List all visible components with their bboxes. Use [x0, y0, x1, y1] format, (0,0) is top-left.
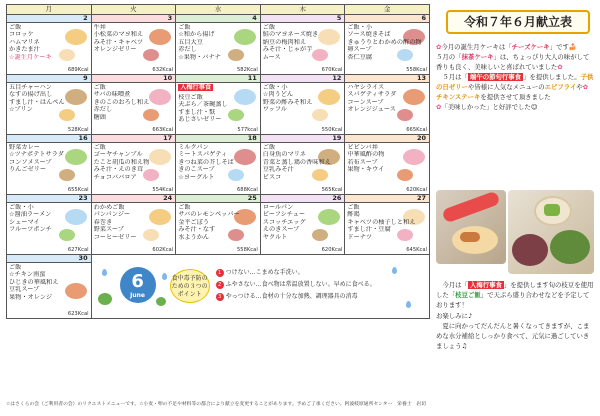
menu-item: ビーフシチュー — [262, 211, 306, 219]
menu-item: サバのレモンペッパー — [178, 211, 240, 219]
menu-list — [9, 84, 89, 114]
menu-item: オレンジゼリー — [93, 46, 137, 54]
date-cell: 3 — [91, 15, 176, 23]
menu-list — [347, 84, 427, 114]
menu-cell — [345, 83, 430, 135]
menu-cell — [345, 23, 430, 75]
menu-item: ご飯・小 — [347, 24, 373, 31]
menu-item: 赤だし — [178, 46, 197, 54]
menu-list — [263, 204, 343, 241]
kcal-label: 602Kcal — [152, 247, 174, 253]
menu-item: りんごゼリー — [9, 166, 47, 174]
menu-item: ご飯 — [9, 24, 22, 31]
kcal-label: 554Kcal — [152, 187, 174, 193]
menu-item: ☆プリン — [9, 106, 33, 114]
tip-number: 2 — [216, 281, 224, 289]
menu-item: ☆チキン南蛮 — [9, 271, 46, 279]
tip-text: ふやさない…食べ物は常温放置しない。早めに食べる。 — [225, 280, 376, 288]
date-cell: 5 — [260, 15, 345, 23]
badge-number: 6 — [131, 270, 144, 292]
menu-item: 野菜カレー — [9, 144, 40, 151]
kcal-label: 632Kcal — [152, 67, 174, 73]
tip-item — [216, 279, 376, 291]
kcal-label: 565Kcal — [321, 187, 343, 193]
date-cell: 6 — [345, 15, 430, 23]
kcal-label: 627Kcal — [67, 247, 89, 253]
menu-item: フルーツポンチ — [9, 226, 52, 234]
menu-item: キャベツの柚子しと和え — [347, 218, 416, 226]
kcal-label: 528Kcal — [67, 127, 89, 133]
tips-title: 食中毒予防のための３つのポイント — [170, 269, 210, 303]
menu-cell — [345, 143, 430, 195]
menu-item: 酢鶏 — [347, 211, 360, 219]
info-panel — [434, 4, 596, 394]
tip-number: 3 — [216, 293, 224, 301]
p5-a: 今月は「 — [442, 281, 468, 289]
menu-item: ドーナツ — [347, 233, 373, 241]
dow-mon: 月 — [7, 5, 92, 15]
menu-item: ゴーヤチャンプル — [93, 151, 143, 159]
kcal-label: 670Kcal — [321, 67, 343, 73]
date-cell: 9 — [7, 75, 92, 83]
menu-item: ご飯 — [9, 264, 22, 271]
menu-item: ご飯 — [93, 84, 106, 91]
may-event-name: 端午の節句行事食 — [469, 73, 522, 81]
menu-list — [9, 204, 89, 234]
date-cell: 25 — [176, 195, 261, 203]
p4: 「美味しかった」と好評でした — [441, 103, 531, 111]
dow-tue: 火 — [91, 5, 176, 15]
date-cell: 12 — [260, 75, 345, 83]
menu-item: ハムマリネ — [9, 38, 40, 46]
p3-b: 」を提供しました。 — [523, 73, 581, 81]
menu-item: 天ぷら／茶碗蒸し — [178, 101, 228, 109]
p3-d: や皆様に人気なメニューの — [467, 83, 545, 91]
menu-cell — [7, 263, 92, 319]
ebi-fry: エビフライ — [544, 83, 577, 91]
dow-thu: 木 — [260, 5, 345, 15]
menu-item: ☆ツナポテトサラダ — [9, 151, 64, 159]
menu-cell — [91, 143, 176, 195]
p6: お楽しみに — [436, 311, 468, 320]
menu-item: ムース — [262, 53, 281, 61]
menu-cell — [176, 83, 261, 135]
menu-item: チョコババロア — [93, 173, 137, 181]
menu-item: 豆乳みそ汁 — [262, 166, 294, 174]
date-cell: 18 — [176, 135, 261, 143]
menu-item: 牛丼 — [93, 24, 106, 31]
menu-item: 枝豆ご飯 — [178, 93, 203, 101]
date-cell: 17 — [91, 135, 176, 143]
footer-note: ☆はさくらの会（ご利用者の会）のリクエストメニューです。☆小麦・卵の不足や材料等の都合により献立を変更することがあります。予めご了承ください。阿波岐原通所センター 栄養士 岩切 — [6, 402, 426, 407]
menu-list — [263, 24, 343, 61]
menu-item: コンソメスープ — [9, 158, 52, 166]
chicken-steak: チキンステーキ — [436, 93, 481, 101]
menu-list — [347, 24, 427, 61]
menu-item: ビビンバ丼 — [347, 144, 378, 151]
menu-item: 果物・オレンジ — [9, 293, 53, 301]
menu-list — [263, 84, 343, 114]
menu-item: ロールパン — [262, 204, 294, 211]
menu-item: ソース焼きそば — [347, 31, 391, 39]
menu-item: ヤクルト — [262, 233, 288, 241]
june-cake-name: チーズケーキ — [511, 43, 550, 51]
kcal-label: 665Kcal — [406, 127, 427, 133]
menu-item: ☆誕生月ケーキ — [9, 53, 52, 61]
menu-item: きゅうりとわかめの酢の物 — [347, 38, 422, 46]
date-cell: 13 — [345, 75, 430, 83]
p3-a: ５月は「 — [442, 73, 468, 81]
music-icon: ♪ — [467, 311, 473, 320]
menu-item: ご飯 — [262, 144, 276, 151]
musical-note-icon: ♫ — [461, 342, 468, 351]
menu-item: 野菜の酢みそ和え — [262, 98, 313, 106]
menu-cell — [91, 23, 176, 75]
date-cell: 2 — [7, 15, 92, 23]
menu-list — [178, 144, 258, 181]
kcal-label: 550Kcal — [321, 127, 343, 133]
june-badge — [120, 267, 156, 303]
menu-item: コロッケ — [9, 31, 34, 39]
menu-item: みそ汁・なす — [178, 226, 216, 234]
tip-text: つけない…こまめな手洗い。 — [225, 268, 304, 276]
dow-wed: 水 — [176, 5, 261, 15]
menu-cell — [176, 203, 261, 255]
badge-month: June — [130, 291, 146, 299]
menu-item: 糖頭 — [93, 113, 106, 121]
menu-list — [347, 204, 427, 241]
menu-item: すまし汁・豆腐 — [347, 226, 391, 234]
menu-item: 水ようかん — [178, 233, 210, 241]
date-cell: 27 — [345, 195, 430, 203]
menu-item: ご飯 — [93, 144, 106, 151]
menu-calendar — [6, 4, 430, 319]
food-photo-meal — [508, 190, 594, 274]
p3-f: や — [576, 83, 583, 91]
menu-cell — [7, 203, 92, 255]
frog-icon — [98, 293, 112, 305]
kcal-label: 620Kcal — [321, 247, 343, 253]
p2-a: ５月の「 — [436, 53, 462, 61]
menu-item: ひじきの華風和え — [9, 278, 59, 286]
menu-list — [178, 24, 258, 61]
tips-list — [216, 267, 376, 303]
menu-item: ☆肉うどん — [262, 91, 294, 99]
menu-item: かきたま汁 — [9, 46, 40, 54]
p7: 夏に向かってだんだんと暑くなってきますが、こまめな水分補給としっかり食べて、元気に過ごしていきましょう — [436, 321, 590, 351]
menu-item: スコッチエッグ — [262, 218, 306, 226]
date-cell: 4 — [176, 15, 261, 23]
date-cell: 16 — [7, 135, 92, 143]
menu-item: ビスコ — [262, 173, 282, 181]
p2-b: 」は、ちょっぴり大人の味がして香りも良く、美味しいと喜ばれていました — [436, 53, 590, 71]
food-safety-cell — [91, 263, 429, 319]
tip-item — [216, 291, 376, 303]
menu-cell — [7, 143, 92, 195]
kcal-label: 655Kcal — [67, 187, 89, 193]
menu-item: 金平ごぼう — [178, 218, 210, 226]
menu-item: すまし汁・はんぺん — [9, 98, 65, 106]
kcal-label: 582Kcal — [237, 67, 258, 73]
menu-item: ご飯 — [178, 204, 191, 211]
menu-item: 青菜と蒸し鶏の香味和え — [262, 158, 331, 166]
menu-cell — [260, 143, 345, 195]
birthday-cake-notice — [436, 42, 594, 112]
june-event-name: 入梅行事食 — [469, 281, 502, 289]
menu-item: 白身魚のマリネ — [262, 151, 306, 159]
kcal-label: 663Kcal — [152, 127, 174, 133]
menu-item: サバの味噌煮 — [93, 91, 131, 99]
flower-icon: ✿ — [436, 103, 442, 111]
menu-item: ご飯・小 — [9, 204, 34, 211]
kcal-label: 577kcal — [237, 127, 258, 133]
menu-list — [94, 84, 174, 121]
menu-list — [94, 24, 174, 54]
page-title: 令和７年６月献立表 — [446, 10, 590, 34]
menu-cell — [260, 203, 345, 255]
raindrop-icon — [392, 267, 397, 274]
raindrop-icon — [162, 273, 167, 280]
menu-item: ご飯 — [178, 24, 191, 31]
kcal-label: 689Kcal — [67, 67, 89, 73]
p1-b: 」です — [549, 43, 569, 51]
raindrop-icon — [406, 301, 411, 308]
menu-item: パンパンジー — [93, 211, 131, 219]
menu-cell — [176, 23, 261, 75]
menu-item: ご飯・小 — [262, 84, 288, 91]
menu-item: コーヒーゼリー — [93, 233, 137, 241]
menu-item: えのきスープ — [262, 226, 300, 234]
tip-text: やっつける…食材の十分な加熱、調理器具の消毒 — [225, 292, 358, 300]
menu-cell — [7, 23, 92, 75]
food-photo-carp — [436, 190, 506, 264]
menu-item: なすの揚げ出し — [9, 91, 53, 99]
menu-item: すまし汁・麩 — [178, 108, 216, 116]
kcal-label: 558Kcal — [237, 247, 258, 253]
tip-item — [216, 267, 376, 279]
menu-cell — [7, 83, 92, 135]
menu-cell — [260, 83, 345, 135]
menu-item: 納豆の梅肉和え — [262, 38, 307, 46]
menu-item: 果物・キウイ — [347, 166, 385, 174]
menu-item: 赤だし — [93, 106, 113, 114]
menu-cell — [91, 203, 176, 255]
p1-a: 今月の誕生月ケーキは「 — [441, 43, 512, 51]
p5-c: 」で天ぷら盛り合わせなどを予定しております！ — [436, 291, 590, 310]
blank-date-cell — [91, 255, 429, 263]
menu-item: 鮭のマヨネーズ焼き — [262, 31, 319, 39]
june-event-notice — [436, 280, 594, 351]
menu-item: みそ汁・じゃが芋 — [262, 46, 313, 54]
menu-item: あじさいゼリー — [178, 116, 222, 124]
menu-list — [94, 144, 174, 181]
edamame-rice: 枝豆ご飯 — [455, 291, 481, 300]
may-cake-name: 抹茶ケーキ — [461, 53, 494, 61]
menu-item: わかめご飯 — [93, 204, 125, 211]
menu-list — [178, 84, 258, 123]
menu-item: オレンジジュース — [347, 106, 396, 114]
date-cell: 26 — [260, 195, 345, 203]
cake-icon: 🍰 — [568, 43, 577, 51]
menu-item: ☆ヨーグルト — [178, 173, 215, 181]
frog-icon — [156, 297, 166, 306]
menu-list — [9, 264, 89, 301]
kcal-label: 623Kcal — [67, 311, 89, 317]
menu-item: 中華風酢の物 — [347, 151, 385, 159]
menu-item: ワッフル — [262, 106, 287, 114]
menu-item: きのこスープ — [178, 166, 215, 174]
menu-item: ミルクパン — [178, 144, 209, 151]
menu-cell — [91, 83, 176, 135]
menu-item: 入梅行事食 — [180, 84, 212, 91]
tip-number: 1 — [216, 269, 224, 277]
menu-item: みそ汁・キャベツ — [93, 38, 144, 46]
menu-list — [178, 204, 258, 241]
menu-item: 卵スープ — [347, 46, 372, 54]
menu-list — [9, 144, 89, 174]
menu-item: ミートスパゲティ — [178, 151, 228, 159]
date-cell: 20 — [345, 135, 430, 143]
p5-b: 」を提供します旬の枝豆を使用した「 — [436, 281, 594, 300]
date-cell: 23 — [7, 195, 92, 203]
menu-item: 五目大豆 — [178, 38, 203, 46]
menu-item: ☆和から揚げ — [178, 31, 215, 39]
menu-item: 若布スープ — [347, 158, 378, 166]
menu-item: ☆醤油ラーメン — [9, 211, 52, 219]
menu-item: ☆果物・バナナ — [178, 53, 221, 61]
kcal-label: 620Kcal — [406, 187, 427, 193]
kodomo-jelly: 子供の日ゼリー — [436, 73, 594, 91]
menu-item: 春巻き — [93, 218, 113, 226]
flower-icon: ✿ — [582, 83, 589, 91]
menu-item: 小松菜のマヨ和え — [93, 31, 144, 39]
menu-item: 杏仁豆腐 — [347, 53, 373, 61]
menu-item: きつね菜の芥しそば — [178, 158, 234, 166]
menu-list — [263, 144, 343, 181]
date-cell: 30 — [7, 255, 92, 263]
menu-item: シューマイ — [9, 218, 40, 226]
menu-cell — [345, 203, 430, 255]
menu-item: 豆乳スープ — [9, 286, 40, 294]
raindrop-icon — [102, 269, 107, 276]
menu-item: たこと胡瓜の和え物 — [93, 158, 150, 166]
date-cell: 19 — [260, 135, 345, 143]
menu-item: 野菜スープ — [93, 226, 124, 234]
menu-item: ハヤシライス — [347, 84, 385, 91]
smile-icon: ☺ — [530, 103, 538, 111]
p3-h: を提供させて頂きました — [480, 93, 551, 101]
flower-icon: ✿ — [436, 43, 442, 51]
flower-icon: ✿ — [557, 63, 563, 71]
menu-cell — [176, 143, 261, 195]
menu-item: ご飯 — [262, 24, 276, 31]
menu-item: きのこのおろし和え — [93, 98, 150, 106]
menu-cell — [260, 23, 345, 75]
kcal-label: 688Kcal — [237, 187, 258, 193]
kcal-label: 645Kcal — [406, 247, 427, 253]
menu-list — [347, 144, 427, 174]
menu-item: スパゲティサラダ — [347, 91, 397, 99]
date-cell: 11 — [176, 75, 261, 83]
menu-item: 五目チャーハン — [9, 84, 52, 91]
menu-item: ご飯 — [347, 204, 360, 211]
menu-item: コーンスープ — [347, 98, 384, 106]
date-cell: 10 — [91, 75, 176, 83]
menu-list — [94, 204, 174, 241]
menu-item: みそ汁・えのき茸 — [93, 166, 144, 174]
dow-fri: 金 — [345, 5, 430, 15]
menu-list — [9, 24, 89, 61]
kcal-label: 558Kcal — [406, 67, 427, 73]
date-cell: 24 — [91, 195, 176, 203]
